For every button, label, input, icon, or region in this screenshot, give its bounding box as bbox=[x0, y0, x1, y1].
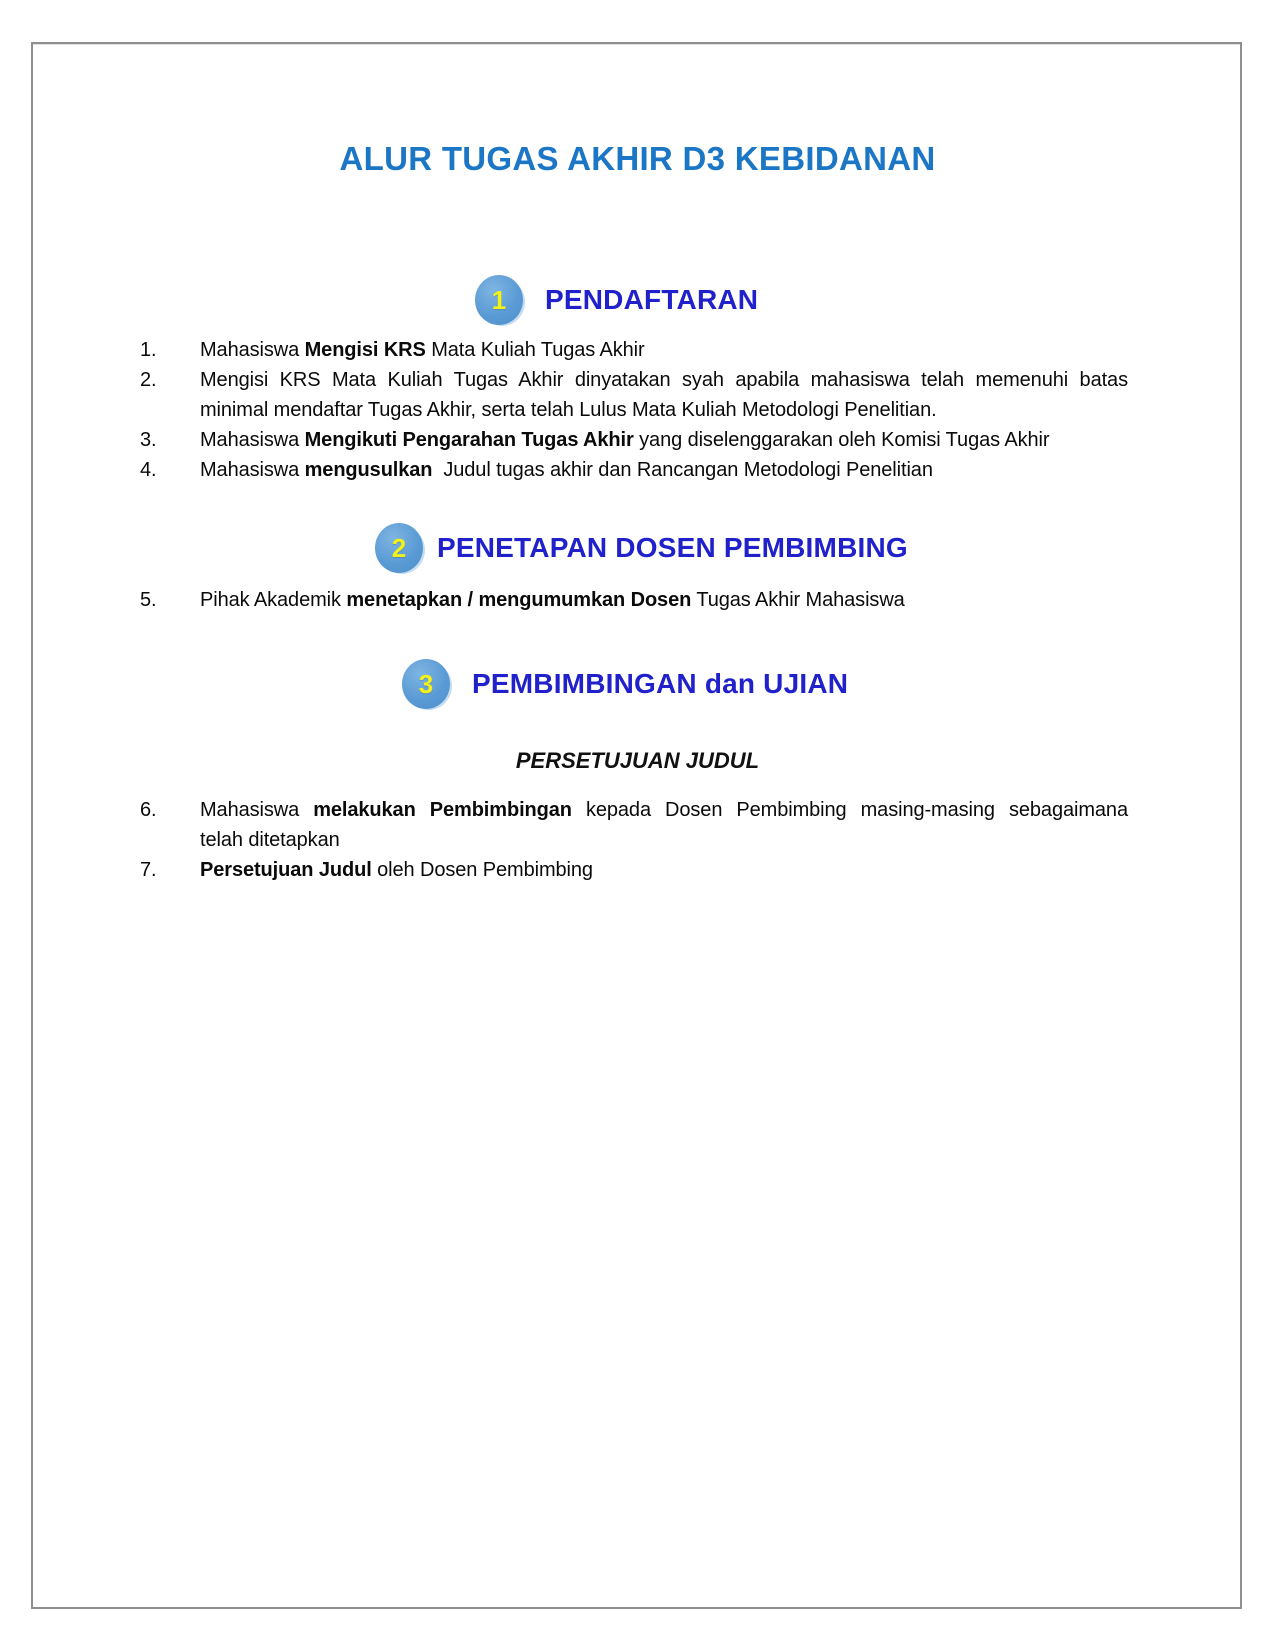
list-item-number: 5. bbox=[140, 589, 157, 611]
list-section-penetapan-dosen bbox=[140, 585, 1128, 615]
list-item bbox=[140, 425, 1128, 455]
list-item-text: Mahasiswa mengusulkan Judul tugas akhir dan Rancangan Metodologi Penelitian bbox=[200, 459, 933, 481]
section-header-penetapan-dosen bbox=[375, 522, 908, 574]
list-item-number: 3. bbox=[140, 429, 157, 451]
section-heading-penetapan-dosen: PENETAPAN DOSEN PEMBIMBING bbox=[437, 532, 908, 563]
list-item-text: Mengisi KRS Mata Kuliah Tugas Akhir dinyatakan syah apabila mahasiswa telah memenuhi batas minimal mendaftar Tugas Akhir, serta telah Lulus Mata Kuliah Metodologi Penelitian. bbox=[200, 369, 1128, 421]
list-item-text: Mahasiswa Mengisi KRS Mata Kuliah Tugas Akhir bbox=[200, 339, 645, 361]
list-item-number: 2. bbox=[140, 369, 157, 391]
step-3-badge: 3 bbox=[402, 659, 450, 709]
list-item bbox=[140, 335, 1128, 365]
list-item-text: Mahasiswa Mengikuti Pengarahan Tugas Akhir yang diselenggarakan oleh Komisi Tugas Akhir bbox=[200, 429, 1050, 451]
list-item-text: Mahasiswa melakukan Pembimbingan kepada Dosen Pembimbing masing-masing sebagaimana telah ditetapkan bbox=[200, 799, 1128, 851]
list-item-number: 6. bbox=[140, 799, 157, 821]
list-item-text: Persetujuan Judul oleh Dosen Pembimbing bbox=[200, 859, 593, 881]
section-header-pendaftaran bbox=[475, 274, 758, 326]
section-header-pembimbingan-ujian bbox=[402, 658, 848, 710]
list-section-pendaftaran bbox=[140, 335, 1128, 485]
list-item-number: 7. bbox=[140, 859, 157, 881]
list-item bbox=[140, 365, 1128, 425]
list-item-number: 4. bbox=[140, 459, 157, 481]
step-1-badge: 1 bbox=[475, 275, 523, 325]
list-item-number: 1. bbox=[140, 339, 157, 361]
list-section-pembimbingan-ujian bbox=[140, 795, 1128, 885]
list-item bbox=[140, 855, 1128, 885]
list-item bbox=[140, 455, 1128, 485]
section-heading-pembimbingan-ujian: PEMBIMBINGAN dan UJIAN bbox=[472, 668, 849, 699]
list-item-text: Pihak Akademik menetapkan / mengumumkan Dosen Tugas Akhir Mahasiswa bbox=[200, 589, 905, 611]
subheading-persetujuan-judul: PERSETUJUAN JUDUL bbox=[515, 748, 760, 773]
list-item bbox=[140, 585, 1128, 615]
document-title: ALUR TUGAS AKHIR D3 KEBIDANAN bbox=[339, 140, 936, 177]
step-2-badge: 2 bbox=[375, 523, 423, 573]
list-item bbox=[140, 795, 1128, 855]
section-heading-pendaftaran: PENDAFTARAN bbox=[545, 284, 759, 315]
